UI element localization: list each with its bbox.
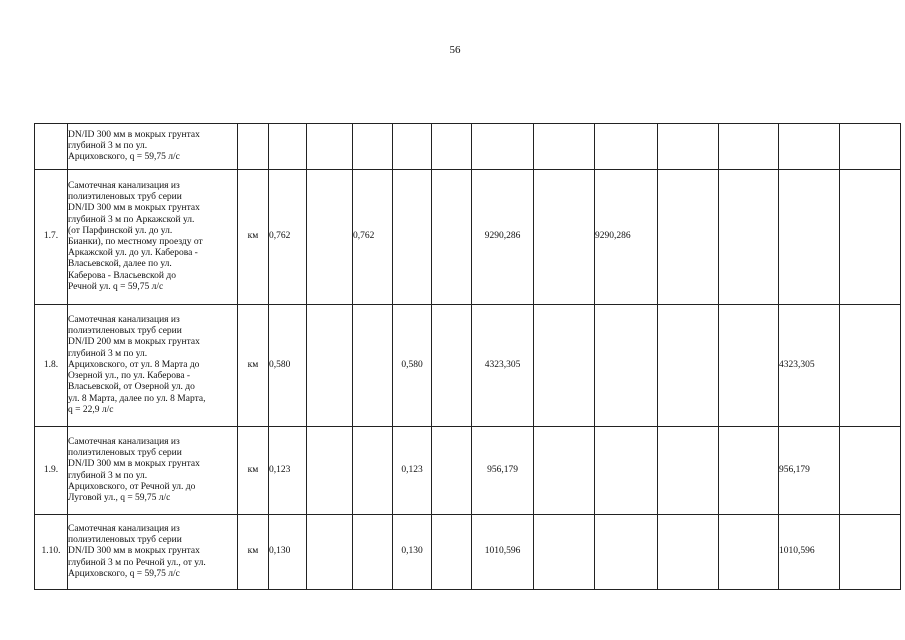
row-cell xyxy=(432,305,472,427)
row-description: Самотечная канализация из полиэтиленовых труб серии DN/ID 300 мм в мокрых грунтах глубиной 3 м по Аркажской ул. (от Парфинской ул. до ул. Бианки), по местному проезду от Аркажской ул. до ул. Каберова - Власьевской, далее по ул. Каберова - Власьевской до Речной ул. q = 59,75 л/с xyxy=(68,170,238,305)
row-length xyxy=(269,124,307,170)
row-length: 0,580 xyxy=(269,305,307,427)
row-cell xyxy=(595,305,658,427)
row-cell xyxy=(658,170,719,305)
row-cell xyxy=(658,427,719,515)
row-total: 4323,305 xyxy=(472,305,534,427)
row-cell xyxy=(658,124,719,170)
row-cell xyxy=(840,305,901,427)
row-cell: 4323,305 xyxy=(779,305,840,427)
row-cell xyxy=(353,124,393,170)
row-cell: 0,762 xyxy=(353,170,393,305)
row-length: 0,762 xyxy=(269,170,307,305)
row-cell xyxy=(353,427,393,515)
page-number: 56 xyxy=(449,44,461,56)
row-total: 9290,286 xyxy=(472,170,534,305)
table-row xyxy=(35,124,901,170)
row-cell: 0,130 xyxy=(393,515,432,590)
row-cell xyxy=(719,515,779,590)
row-cell xyxy=(307,515,353,590)
row-cell xyxy=(658,305,719,427)
row-cell xyxy=(393,124,432,170)
row-cell xyxy=(307,305,353,427)
row-total: 1010,596 xyxy=(472,515,534,590)
row-cell xyxy=(840,124,901,170)
estimate-table xyxy=(34,123,901,590)
row-cell xyxy=(432,427,472,515)
row-number: 1.7. xyxy=(35,170,68,305)
row-cell xyxy=(840,427,901,515)
table-row xyxy=(35,427,901,515)
row-cell xyxy=(840,515,901,590)
row-cell xyxy=(595,427,658,515)
row-description: Самотечная канализация из полиэтиленовых труб серии DN/ID 300 мм в мокрых грунтах глубиной 3 м по Речной ул., от ул. Арциховского, q = 59,75 л/с xyxy=(68,515,238,590)
row-cell xyxy=(353,305,393,427)
row-cell: 956,179 xyxy=(779,427,840,515)
row-cell xyxy=(534,170,595,305)
row-cell xyxy=(719,170,779,305)
row-cell xyxy=(432,170,472,305)
row-cell xyxy=(534,515,595,590)
row-cell xyxy=(779,124,840,170)
row-unit: км xyxy=(238,170,269,305)
row-description: Самотечная канализация из полиэтиленовых труб серии DN/ID 200 мм в мокрых грунтах глубиной 3 м по ул. Арциховского, от ул. 8 Марта до Озерной ул., по ул. Каберова - Власьевской, от Озерной ул. до ул. 8 Марта, далее по ул. 8 Марта, q = 22,9 л/с xyxy=(68,305,238,427)
row-cell xyxy=(307,124,353,170)
row-cell xyxy=(432,515,472,590)
table-row xyxy=(35,515,901,590)
row-length: 0,123 xyxy=(269,427,307,515)
row-unit: км xyxy=(238,427,269,515)
row-unit xyxy=(238,124,269,170)
table-row xyxy=(35,305,901,427)
row-unit: км xyxy=(238,305,269,427)
row-cell xyxy=(719,124,779,170)
row-cell xyxy=(393,170,432,305)
row-cell xyxy=(307,427,353,515)
row-cell xyxy=(534,427,595,515)
row-cell xyxy=(595,515,658,590)
row-total xyxy=(472,124,534,170)
row-total: 956,179 xyxy=(472,427,534,515)
row-cell xyxy=(353,515,393,590)
row-cell xyxy=(307,170,353,305)
row-cell: 1010,596 xyxy=(779,515,840,590)
row-unit: км xyxy=(238,515,269,590)
row-cell xyxy=(779,170,840,305)
row-cell: 9290,286 xyxy=(595,170,658,305)
row-cell xyxy=(595,124,658,170)
row-cell xyxy=(534,305,595,427)
row-cell xyxy=(719,305,779,427)
row-cell xyxy=(719,427,779,515)
row-cell: 0,580 xyxy=(393,305,432,427)
row-cell xyxy=(658,515,719,590)
row-description: Самотечная канализация из полиэтиленовых труб серии DN/ID 300 мм в мокрых грунтах глубиной 3 м по ул. Арциховского, от Речной ул. до Луговой ул., q = 59,75 л/с xyxy=(68,427,238,515)
row-number: 1.10. xyxy=(35,515,68,590)
row-cell xyxy=(432,124,472,170)
row-cell xyxy=(534,124,595,170)
table-row xyxy=(35,170,901,305)
row-number: 1.9. xyxy=(35,427,68,515)
row-cell: 0,123 xyxy=(393,427,432,515)
row-cell xyxy=(840,170,901,305)
row-description: DN/ID 300 мм в мокрых грунтах глубиной 3 м по ул. Арциховского, q = 59,75 л/с xyxy=(68,124,238,170)
row-number: 1.8. xyxy=(35,305,68,427)
row-number xyxy=(35,124,68,170)
row-length: 0,130 xyxy=(269,515,307,590)
